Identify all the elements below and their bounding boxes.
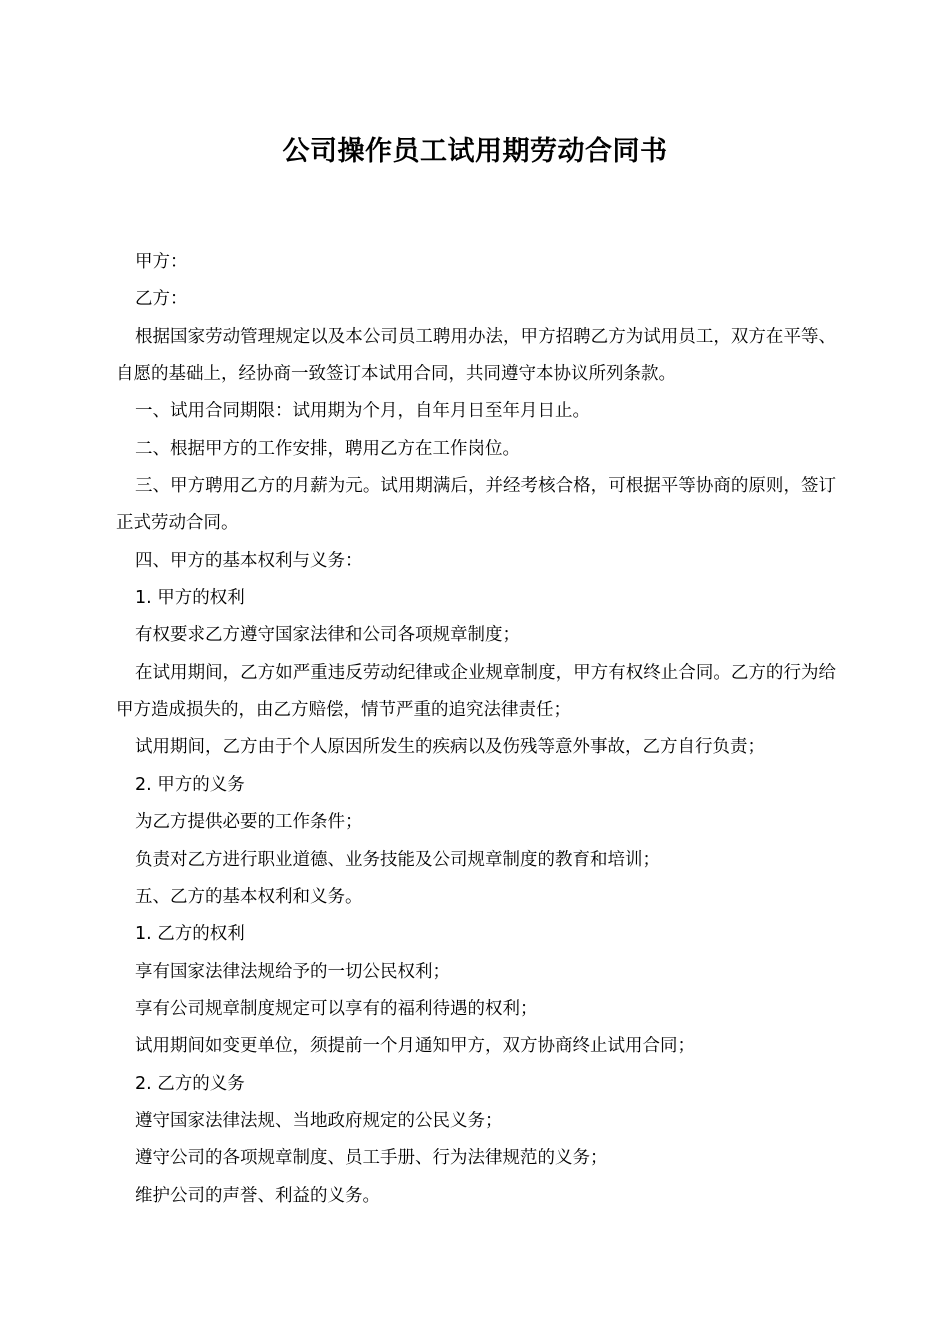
party-b-right-item: 试用期间如变更单位，须提前一个月通知甲方，双方协商终止试用合同； <box>135 1036 695 1057</box>
clause-5-heading: 五、乙方的基本权利和义务。 <box>135 886 363 907</box>
clause-2-paragraph: 二、根据甲方的工作安排，聘用乙方在工作岗位。 <box>135 438 520 459</box>
preamble-paragraph: 根据国家劳动管理规定以及本公司员工聘用办法，甲方招聘乙方为试用员工，双方在平等、自愿的基础上，经协商一致签订本试用合同，共同遵守本协议所列条款。 <box>116 326 836 385</box>
clause-4-heading: 四、甲方的基本权利与义务： <box>135 550 363 571</box>
clause-3-paragraph: 三、甲方聘用乙方的月薪为元。试用期满后，并经考核合格，可根据平等协商的原则，签订正式劳动合同。 <box>116 476 836 534</box>
party-a-right-item: 试用期间，乙方由于个人原因所发生的疾病以及伤残等意外事故，乙方自行负责； <box>135 737 765 758</box>
party-a-rights-heading: 1. 甲方的权利 <box>135 588 245 609</box>
party-b-right-item: 享有公司规章制度规定可以享有的福利待遇的权利； <box>135 998 538 1019</box>
party-b-right-item: 享有国家法律法规给予的一切公民权利； <box>135 961 450 982</box>
party-a-right-item: 在试用期间，乙方如严重违反劳动纪律或企业规章制度，甲方有权终止合同。乙方的行为给甲方造成损失的，由乙方赔偿，情节严重的追究法律责任； <box>116 662 836 721</box>
party-b-duty-item: 遵守国家法律法规、当地政府规定的公民义务； <box>135 1110 503 1131</box>
party-b-line: 乙方： <box>135 289 188 310</box>
clause-1-paragraph: 一、试用合同期限：试用期为个月，自年月日至年月日止。 <box>135 401 590 422</box>
party-b-duty-item: 遵守公司的各项规章制度、员工手册、行为法律规范的义务； <box>135 1148 608 1169</box>
party-b-duty-item: 维护公司的声誉、利益的义务。 <box>135 1185 380 1206</box>
document-title: 公司操作员工试用期劳动合同书 <box>282 136 668 167</box>
party-a-duty-item: 为乙方提供必要的工作条件； <box>135 812 363 833</box>
party-a-duty-item: 负责对乙方进行职业道德、业务技能及公司规章制度的教育和培训； <box>135 849 660 870</box>
party-b-duties-heading: 2. 乙方的义务 <box>135 1073 245 1094</box>
party-a-right-item: 有权要求乙方遵守国家法律和公司各项规章制度； <box>135 625 520 646</box>
party-b-rights-heading: 1. 乙方的权利 <box>135 924 245 945</box>
party-a-line: 甲方： <box>135 252 188 272</box>
party-a-duties-heading: 2. 甲方的义务 <box>135 774 245 795</box>
document-body <box>116 244 836 1215</box>
